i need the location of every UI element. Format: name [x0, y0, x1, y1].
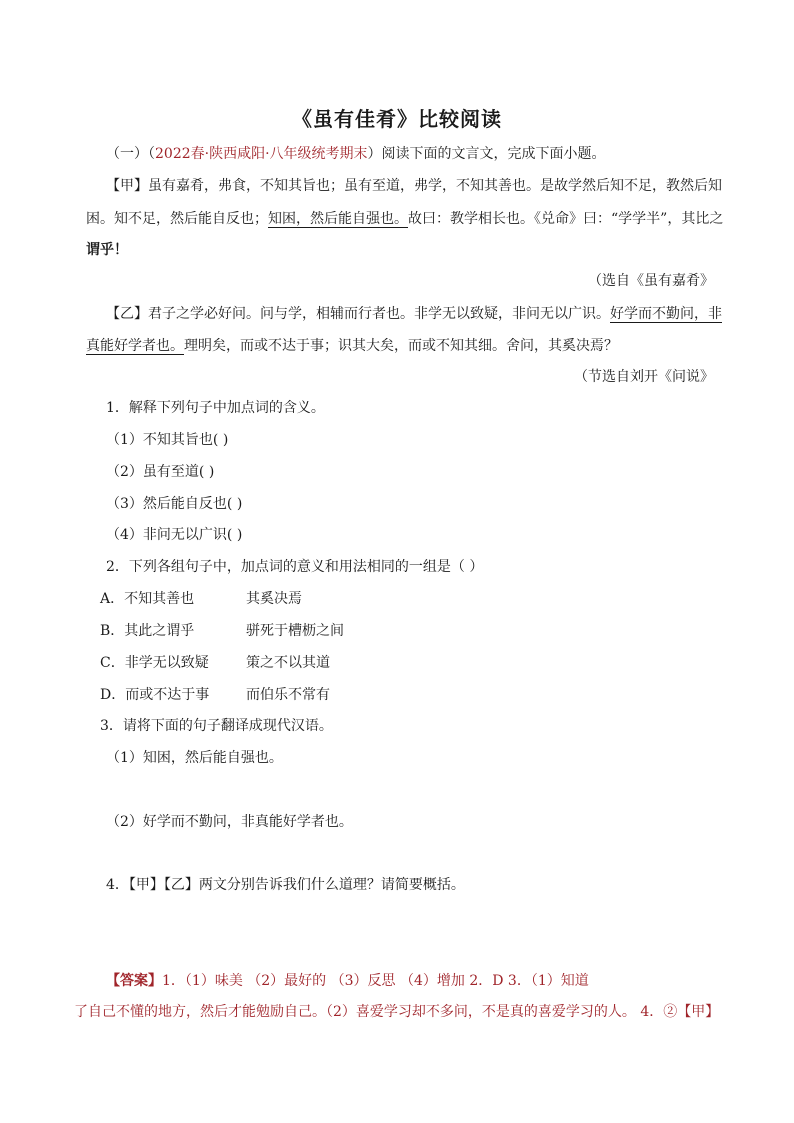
passage-jia-line1: 【甲】虽有嘉肴，弗食，不知其旨也；虽有至道，弗学，不知其善也。是故学然后知不足，教然后知 — [106, 178, 722, 194]
answer-line2: 了自己不懂的地方，然后才能勉励自己。（2）喜爱学习却不多问，不是真的喜爱学习的人。 4．②【甲】 — [74, 1004, 720, 1020]
q1-item: （4）非问无以广识( ) — [106, 527, 243, 543]
q2-option-c — [100, 653, 500, 673]
intro-source: 2022春·陕西咸阳·八年级统考期末 — [155, 146, 368, 162]
passage-yi-underlined: 好学而不勤问，非 — [610, 306, 722, 322]
page-title: 《虽有佳肴》比较阅读 — [292, 107, 502, 131]
option-b-left: B．其此之谓乎 — [100, 623, 195, 639]
passage-yi-text: 【乙】君子之学必好问。问与学，相辅而行者也。非学无以致疑，非问无以广识。 — [106, 306, 610, 322]
q1-item: （3）然后能自反也( ) — [106, 496, 243, 512]
option-b-right: 骈死于槽枥之间 — [246, 623, 344, 639]
passage-jia-source: （选自《虽有嘉肴》 — [588, 273, 714, 289]
passage-yi-source: （节选自刘开《问说》 — [574, 369, 714, 385]
option-c-right: 策之不以其道 — [246, 655, 330, 671]
intro-prefix: （一）（ — [106, 146, 155, 162]
q2-option-b — [100, 621, 500, 641]
option-a-left: A．不知其善也 — [100, 591, 195, 607]
passage-yi-line2 — [86, 336, 618, 356]
q1-item: （2）虽有至道( ) — [106, 464, 215, 480]
option-c-left: C．非学无以致疑 — [100, 655, 209, 671]
passage-jia-text: 困。知不足，然后能自反也； — [86, 211, 268, 227]
q1-stem: 1．解释下列句子中加点词的含义。 — [106, 400, 325, 416]
passage-jia-underlined: 知困，然后能自强也。 — [268, 211, 408, 227]
passage-jia-line3: 谓乎！ — [86, 242, 128, 258]
q4-stem: 4．【甲】【乙】两文分别告诉我们什么道理？请简要概括。 — [106, 877, 465, 893]
intro-suffix: ）阅读下面的文言文，完成下面小题。 — [367, 146, 606, 162]
q3-item: （2）好学而不勤问，非真能好学者也。 — [106, 814, 353, 830]
q1-item: （1）不知其旨也( ) — [106, 432, 229, 448]
intro-line — [106, 144, 606, 164]
answer-label: 【答案】 — [106, 973, 162, 989]
passage-jia-line2 — [86, 209, 723, 229]
passage-jia-text-cont: 故曰：教学相长也。《兑命》曰：“学学半”，其比之 — [408, 211, 724, 227]
answer-text: 1．（1）味美 （2）最好的 （3）反思 （4）增加 2．D 3．（1）知道 — [162, 973, 589, 989]
q2-stem: 2．下列各组句子中，加点词的意义和用法相同的一组是（ ） — [106, 559, 484, 575]
q3-item: （1）知困，然后能自强也。 — [106, 750, 283, 766]
answer-line1 — [106, 971, 589, 991]
passage-yi-line1 — [106, 304, 722, 324]
q2-option-d — [100, 685, 500, 705]
option-d-left: D．而或不达于事 — [100, 687, 210, 703]
q2-option-a — [100, 589, 500, 609]
passage-yi-text-cont: 理明矣，而或不达于事；识其大矣，而或不知其细。舍问，其奚决焉？ — [184, 338, 618, 354]
option-a-right: 其奚决焉 — [246, 591, 302, 607]
passage-yi-underlined-cont: 真能好学者也。 — [86, 338, 184, 354]
option-d-right: 而伯乐不常有 — [246, 687, 330, 703]
q3-stem: 3．请将下面的句子翻译成现代汉语。 — [100, 718, 333, 734]
